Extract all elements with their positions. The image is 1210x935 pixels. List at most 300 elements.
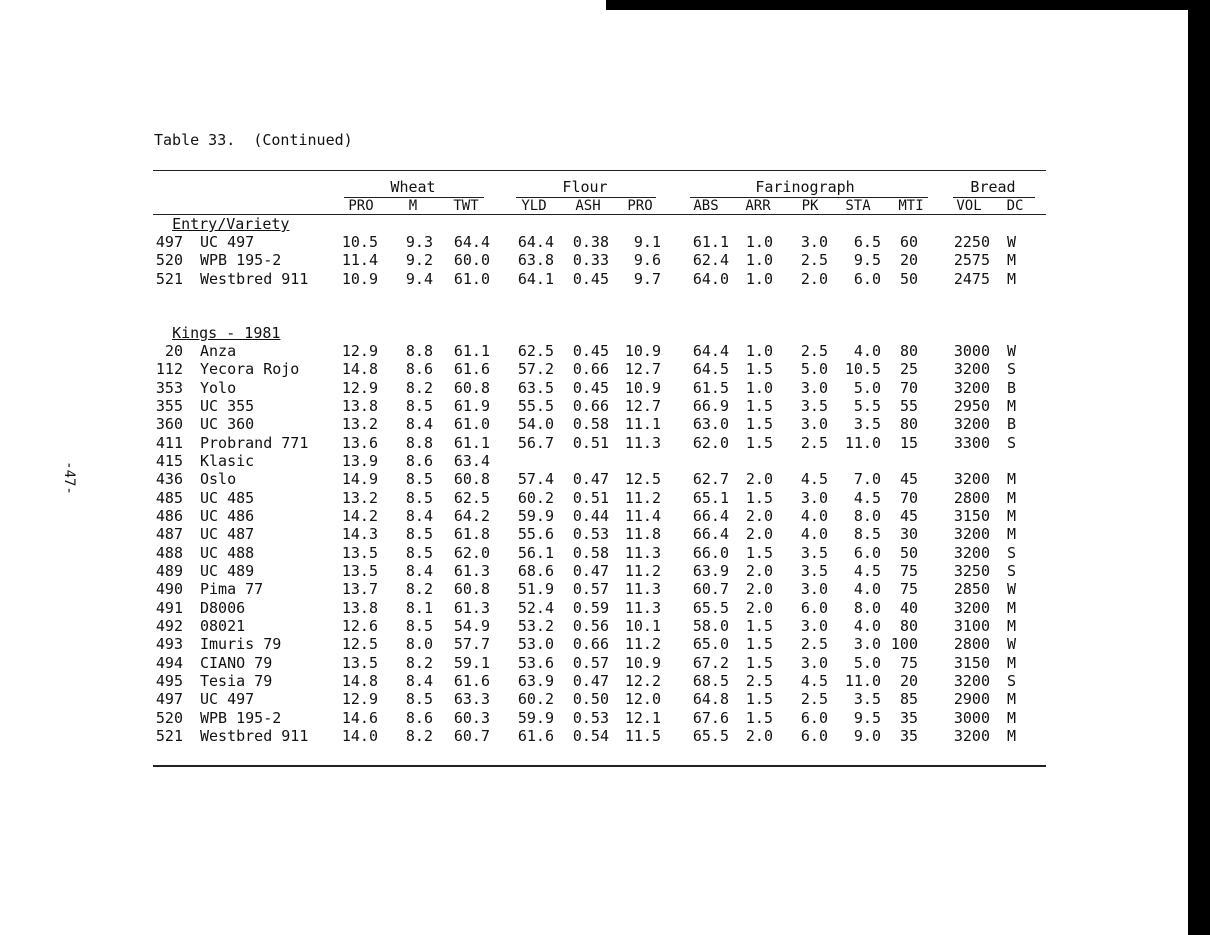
cell-farinograph-mti: 50 bbox=[899, 269, 918, 288]
cell-bread-vol: 2475 bbox=[953, 269, 990, 288]
cell-farinograph-abs: 62.0 bbox=[692, 433, 729, 452]
cell-flour-ash: 0.51 bbox=[572, 488, 609, 507]
cell-farinograph-mti: 25 bbox=[899, 360, 918, 379]
cell-farinograph-abs: 65.5 bbox=[692, 726, 729, 745]
cell-farinograph-arr: 2.0 bbox=[745, 726, 773, 745]
cell-wheat-twt: 63.3 bbox=[453, 690, 490, 709]
cell-farinograph-abs: 65.0 bbox=[692, 635, 729, 654]
cell-farinograph-abs: 66.4 bbox=[692, 506, 729, 525]
cell-bread-vol: 3150 bbox=[953, 506, 990, 525]
cell-wheat-m: 8.1 bbox=[405, 598, 433, 617]
cell-variety: 08021 bbox=[200, 616, 246, 635]
cell-farinograph-abs: 62.4 bbox=[692, 251, 729, 270]
cell-flour-pro: 10.9 bbox=[624, 653, 661, 672]
section-label-kings-1981: Kings - 1981 bbox=[172, 324, 281, 342]
cell-flour-pro: 12.2 bbox=[624, 671, 661, 690]
cell-farinograph-mti: 15 bbox=[899, 433, 918, 452]
cell-wheat-twt: 61.0 bbox=[453, 269, 490, 288]
cell-wheat-pro: 13.5 bbox=[341, 653, 378, 672]
cell-wheat-pro: 10.9 bbox=[341, 269, 378, 288]
cell-flour-ash: 0.66 bbox=[572, 635, 609, 654]
cell-farinograph-mti: 80 bbox=[899, 342, 918, 360]
cell-bread-dc: M bbox=[1006, 708, 1016, 727]
cell-farinograph-abs: 62.7 bbox=[692, 470, 729, 489]
cell-flour-ash: 0.57 bbox=[572, 580, 609, 599]
cell-bread-vol: 3300 bbox=[953, 433, 990, 452]
cell-wheat-m: 8.2 bbox=[405, 726, 433, 745]
cell-variety: WPB 195-2 bbox=[200, 251, 282, 270]
cell-wheat-twt: 57.7 bbox=[453, 635, 490, 654]
cell-flour-ash: 0.58 bbox=[572, 543, 609, 562]
cell-variety: D8006 bbox=[200, 598, 246, 617]
cell-variety: UC 355 bbox=[200, 396, 255, 415]
cell-bread-vol: 2250 bbox=[953, 233, 990, 251]
cell-farinograph-mti: 20 bbox=[899, 251, 918, 270]
cell-variety: UC 487 bbox=[200, 525, 255, 544]
cell-farinograph-abs: 67.2 bbox=[692, 653, 729, 672]
cell-farinograph-mti: 55 bbox=[899, 396, 918, 415]
cell-farinograph-abs: 64.4 bbox=[692, 342, 729, 360]
cell-bread-dc: S bbox=[1006, 543, 1016, 562]
cell-farinograph-arr: 2.0 bbox=[745, 580, 773, 599]
cell-farinograph-sta: 7.0 bbox=[853, 470, 881, 489]
column-header-farinograph-arr: ARR bbox=[745, 198, 771, 214]
cell-flour-pro: 11.5 bbox=[624, 726, 661, 745]
cell-flour-yld: 60.2 bbox=[517, 488, 554, 507]
cell-flour-pro: 10.9 bbox=[624, 342, 661, 360]
cell-wheat-pro: 12.6 bbox=[341, 616, 378, 635]
cell-wheat-pro: 13.6 bbox=[341, 433, 378, 452]
cell-farinograph-pk: 3.0 bbox=[800, 233, 828, 251]
cell-farinograph-arr: 1.5 bbox=[745, 543, 773, 562]
cell-entry: 489 bbox=[155, 561, 183, 580]
cell-entry: 494 bbox=[155, 653, 183, 672]
cell-farinograph-pk: 3.5 bbox=[800, 543, 828, 562]
cell-farinograph-mti: 35 bbox=[899, 708, 918, 727]
cell-farinograph-pk: 4.0 bbox=[800, 506, 828, 525]
cell-farinograph-mti: 70 bbox=[899, 378, 918, 397]
cell-farinograph-abs: 61.1 bbox=[692, 233, 729, 251]
cell-bread-vol: 2900 bbox=[953, 690, 990, 709]
column-header-farinograph-sta: STA bbox=[845, 198, 871, 214]
cell-farinograph-pk: 4.5 bbox=[800, 671, 828, 690]
cell-farinograph-sta: 3.5 bbox=[853, 415, 881, 434]
cell-wheat-pro: 11.4 bbox=[341, 251, 378, 270]
cell-wheat-twt: 64.4 bbox=[453, 233, 490, 251]
cell-bread-dc: B bbox=[1006, 378, 1016, 397]
cell-farinograph-abs: 65.5 bbox=[692, 598, 729, 617]
cell-wheat-pro: 12.9 bbox=[341, 342, 378, 360]
cell-farinograph-pk: 2.5 bbox=[800, 342, 828, 360]
group-header-bread: Bread bbox=[970, 178, 1016, 196]
cell-bread-dc: W bbox=[1006, 342, 1016, 360]
cell-bread-vol: 3200 bbox=[953, 598, 990, 617]
cell-wheat-twt: 61.0 bbox=[453, 415, 490, 434]
cell-entry: 520 bbox=[155, 708, 183, 727]
cell-wheat-m: 8.5 bbox=[405, 690, 433, 709]
cell-farinograph-mti: 70 bbox=[899, 488, 918, 507]
cell-bread-dc: W bbox=[1006, 580, 1016, 599]
cell-farinograph-abs: 64.8 bbox=[692, 690, 729, 709]
cell-flour-pro: 11.2 bbox=[624, 561, 661, 580]
cell-flour-ash: 0.50 bbox=[572, 690, 609, 709]
cell-bread-dc: W bbox=[1006, 233, 1016, 251]
cell-farinograph-pk: 4.0 bbox=[800, 525, 828, 544]
cell-entry: 488 bbox=[155, 543, 183, 562]
cell-bread-dc: M bbox=[1006, 470, 1016, 489]
cell-farinograph-pk: 6.0 bbox=[800, 598, 828, 617]
cell-flour-pro: 12.7 bbox=[624, 360, 661, 379]
cell-flour-yld: 63.5 bbox=[517, 378, 554, 397]
cell-variety: UC 485 bbox=[200, 488, 255, 507]
cell-variety: Probrand 771 bbox=[200, 433, 309, 452]
cell-bread-dc: M bbox=[1006, 598, 1016, 617]
cell-entry: 497 bbox=[155, 690, 183, 709]
cell-variety: Tesia 79 bbox=[200, 671, 273, 690]
cell-wheat-pro: 13.5 bbox=[341, 543, 378, 562]
cell-bread-dc: W bbox=[1006, 635, 1016, 654]
cell-entry: 491 bbox=[155, 598, 183, 617]
cell-farinograph-arr: 1.5 bbox=[745, 690, 773, 709]
cell-entry: 485 bbox=[155, 488, 183, 507]
cell-entry: 490 bbox=[155, 580, 183, 599]
cell-bread-dc: M bbox=[1006, 396, 1016, 415]
cell-wheat-pro: 13.8 bbox=[341, 396, 378, 415]
cell-entry: 360 bbox=[155, 415, 183, 434]
cell-bread-dc: S bbox=[1006, 561, 1016, 580]
cell-bread-vol: 2950 bbox=[953, 396, 990, 415]
cell-flour-ash: 0.54 bbox=[572, 726, 609, 745]
cell-farinograph-pk: 6.0 bbox=[800, 708, 828, 727]
cell-farinograph-mti: 85 bbox=[899, 690, 918, 709]
cell-flour-yld: 57.2 bbox=[517, 360, 554, 379]
cell-variety: CIANO 79 bbox=[200, 653, 273, 672]
cell-bread-vol: 3200 bbox=[953, 378, 990, 397]
cell-variety: Anza bbox=[200, 342, 237, 360]
cell-variety: Westbred 911 bbox=[200, 726, 309, 745]
cell-wheat-m: 8.5 bbox=[405, 470, 433, 489]
column-header-flour-yld: YLD bbox=[521, 198, 547, 214]
cell-variety: UC 497 bbox=[200, 690, 255, 709]
cell-wheat-m: 8.6 bbox=[405, 451, 433, 470]
cell-farinograph-abs: 60.7 bbox=[692, 580, 729, 599]
cell-farinograph-pk: 2.5 bbox=[800, 635, 828, 654]
cell-farinograph-pk: 3.0 bbox=[800, 378, 828, 397]
column-header-bread-dc: DC bbox=[1006, 198, 1024, 214]
cell-wheat-m: 8.5 bbox=[405, 488, 433, 507]
header-rule bbox=[153, 214, 1046, 215]
cell-entry: 497 bbox=[155, 233, 183, 251]
cell-flour-yld: 64.1 bbox=[517, 269, 554, 288]
cell-flour-yld: 63.8 bbox=[517, 251, 554, 270]
cell-farinograph-sta: 9.5 bbox=[853, 251, 881, 270]
cell-farinograph-arr: 1.5 bbox=[745, 433, 773, 452]
cell-wheat-m: 8.5 bbox=[405, 396, 433, 415]
cell-flour-yld: 57.4 bbox=[517, 470, 554, 489]
cell-flour-pro: 11.3 bbox=[624, 580, 661, 599]
cell-bread-dc: M bbox=[1006, 488, 1016, 507]
cell-wheat-m: 8.4 bbox=[405, 561, 433, 580]
cell-wheat-twt: 60.0 bbox=[453, 251, 490, 270]
cell-entry: 521 bbox=[155, 726, 183, 745]
cell-variety: UC 488 bbox=[200, 543, 255, 562]
cell-farinograph-pk: 3.0 bbox=[800, 488, 828, 507]
cell-variety: UC 497 bbox=[200, 233, 255, 251]
cell-farinograph-sta: 6.0 bbox=[853, 543, 881, 562]
cell-wheat-twt: 60.8 bbox=[453, 378, 490, 397]
cell-entry: 493 bbox=[155, 635, 183, 654]
cell-entry: 487 bbox=[155, 525, 183, 544]
cell-flour-ash: 0.58 bbox=[572, 415, 609, 434]
column-header-flour-pro: PRO bbox=[627, 198, 653, 214]
cell-farinograph-pk: 6.0 bbox=[800, 726, 828, 745]
cell-entry: 353 bbox=[155, 378, 183, 397]
cell-flour-yld: 59.9 bbox=[517, 506, 554, 525]
cell-bread-dc: S bbox=[1006, 433, 1016, 452]
cell-entry: 112 bbox=[155, 360, 183, 379]
cell-farinograph-mti: 75 bbox=[899, 580, 918, 599]
column-header-flour-ash: ASH bbox=[575, 198, 601, 214]
cell-flour-ash: 0.38 bbox=[572, 233, 609, 251]
cell-flour-yld: 56.7 bbox=[517, 433, 554, 452]
cell-wheat-twt: 61.8 bbox=[453, 525, 490, 544]
cell-flour-pro: 11.3 bbox=[624, 433, 661, 452]
table-bottom-rule bbox=[153, 765, 1046, 767]
cell-wheat-m: 8.8 bbox=[405, 433, 433, 452]
cell-flour-pro: 12.1 bbox=[624, 708, 661, 727]
cell-farinograph-arr: 1.0 bbox=[745, 251, 773, 270]
cell-flour-ash: 0.57 bbox=[572, 653, 609, 672]
cell-flour-yld: 68.6 bbox=[517, 561, 554, 580]
group-header-wheat: Wheat bbox=[390, 178, 436, 196]
group-header-flour: Flour bbox=[562, 178, 608, 196]
cell-wheat-twt: 60.3 bbox=[453, 708, 490, 727]
cell-wheat-m: 8.5 bbox=[405, 543, 433, 562]
cell-wheat-twt: 61.1 bbox=[453, 342, 490, 360]
cell-farinograph-pk: 4.5 bbox=[800, 470, 828, 489]
cell-farinograph-abs: 64.5 bbox=[692, 360, 729, 379]
cell-flour-yld: 60.2 bbox=[517, 690, 554, 709]
cell-wheat-twt: 61.1 bbox=[453, 433, 490, 452]
cell-flour-yld: 53.6 bbox=[517, 653, 554, 672]
cell-entry: 20 bbox=[164, 342, 183, 360]
cell-wheat-pro: 14.8 bbox=[341, 671, 378, 690]
cell-flour-pro: 11.3 bbox=[624, 543, 661, 562]
column-header-wheat-m: M bbox=[408, 198, 418, 214]
cell-variety: UC 489 bbox=[200, 561, 255, 580]
cell-wheat-m: 8.2 bbox=[405, 580, 433, 599]
cell-flour-pro: 11.1 bbox=[624, 415, 661, 434]
cell-flour-pro: 10.1 bbox=[624, 616, 661, 635]
cell-flour-pro: 11.8 bbox=[624, 525, 661, 544]
cell-bread-dc: M bbox=[1006, 269, 1016, 288]
cell-flour-pro: 12.0 bbox=[624, 690, 661, 709]
cell-bread-vol: 3200 bbox=[953, 543, 990, 562]
cell-bread-vol: 3200 bbox=[953, 415, 990, 434]
cell-farinograph-mti: 45 bbox=[899, 506, 918, 525]
column-header-farinograph-pk: PK bbox=[801, 198, 819, 214]
cell-farinograph-arr: 2.5 bbox=[745, 671, 773, 690]
cell-farinograph-sta: 5.0 bbox=[853, 653, 881, 672]
cell-flour-ash: 0.53 bbox=[572, 708, 609, 727]
cell-farinograph-mti: 50 bbox=[899, 543, 918, 562]
cell-flour-pro: 11.4 bbox=[624, 506, 661, 525]
cell-farinograph-sta: 5.5 bbox=[853, 396, 881, 415]
cell-bread-vol: 2800 bbox=[953, 488, 990, 507]
cell-farinograph-arr: 1.0 bbox=[745, 378, 773, 397]
cell-variety: Yolo bbox=[200, 378, 237, 397]
table-title: Table 33. (Continued) bbox=[154, 131, 353, 149]
cell-variety: Pima 77 bbox=[200, 580, 264, 599]
cell-wheat-m: 9.2 bbox=[405, 251, 433, 270]
cell-wheat-m: 8.6 bbox=[405, 708, 433, 727]
cell-wheat-pro: 13.9 bbox=[341, 451, 378, 470]
cell-flour-yld: 62.5 bbox=[517, 342, 554, 360]
cell-flour-pro: 12.7 bbox=[624, 396, 661, 415]
cell-wheat-pro: 12.9 bbox=[341, 378, 378, 397]
cell-wheat-pro: 12.9 bbox=[341, 690, 378, 709]
column-header-bread-vol: VOL bbox=[956, 198, 982, 214]
cell-farinograph-mti: 75 bbox=[899, 561, 918, 580]
cell-farinograph-arr: 1.5 bbox=[745, 616, 773, 635]
cell-wheat-twt: 60.8 bbox=[453, 470, 490, 489]
cell-variety: UC 486 bbox=[200, 506, 255, 525]
cell-bread-dc: M bbox=[1006, 251, 1016, 270]
cell-flour-yld: 64.4 bbox=[517, 233, 554, 251]
cell-bread-vol: 3000 bbox=[953, 708, 990, 727]
cell-bread-dc: M bbox=[1006, 525, 1016, 544]
cell-farinograph-sta: 8.0 bbox=[853, 598, 881, 617]
cell-flour-yld: 53.0 bbox=[517, 635, 554, 654]
cell-bread-vol: 3250 bbox=[953, 561, 990, 580]
cell-wheat-m: 8.5 bbox=[405, 616, 433, 635]
cell-farinograph-sta: 6.0 bbox=[853, 269, 881, 288]
cell-farinograph-arr: 2.0 bbox=[745, 561, 773, 580]
column-header-wheat-pro: PRO bbox=[348, 198, 374, 214]
column-header-farinograph-mti: MTI bbox=[898, 198, 924, 214]
cell-farinograph-pk: 3.0 bbox=[800, 580, 828, 599]
cell-farinograph-arr: 1.5 bbox=[745, 488, 773, 507]
cell-farinograph-pk: 3.0 bbox=[800, 653, 828, 672]
cell-farinograph-mti: 100 bbox=[890, 635, 918, 654]
cell-flour-pro: 9.7 bbox=[633, 269, 661, 288]
cell-farinograph-abs: 65.1 bbox=[692, 488, 729, 507]
cell-wheat-twt: 64.2 bbox=[453, 506, 490, 525]
cell-farinograph-sta: 9.5 bbox=[853, 708, 881, 727]
cell-wheat-m: 8.4 bbox=[405, 506, 433, 525]
page-number: -47- bbox=[60, 461, 77, 495]
cell-farinograph-sta: 5.0 bbox=[853, 378, 881, 397]
cell-farinograph-mti: 45 bbox=[899, 470, 918, 489]
scan-edge-right bbox=[1188, 0, 1210, 935]
column-header-entry-variety: Entry/Variety bbox=[172, 215, 290, 233]
column-header-wheat-twt: TWT bbox=[453, 198, 479, 214]
cell-farinograph-arr: 1.5 bbox=[745, 653, 773, 672]
cell-flour-ash: 0.47 bbox=[572, 561, 609, 580]
cell-farinograph-sta: 4.0 bbox=[853, 342, 881, 360]
cell-bread-dc: S bbox=[1006, 360, 1016, 379]
cell-flour-ash: 0.44 bbox=[572, 506, 609, 525]
cell-bread-dc: B bbox=[1006, 415, 1016, 434]
cell-wheat-twt: 62.0 bbox=[453, 543, 490, 562]
cell-variety: Westbred 911 bbox=[200, 269, 309, 288]
cell-bread-dc: M bbox=[1006, 506, 1016, 525]
cell-bread-dc: M bbox=[1006, 726, 1016, 745]
cell-farinograph-pk: 2.5 bbox=[800, 433, 828, 452]
cell-flour-pro: 11.2 bbox=[624, 488, 661, 507]
cell-farinograph-abs: 61.5 bbox=[692, 378, 729, 397]
cell-wheat-twt: 60.8 bbox=[453, 580, 490, 599]
cell-bread-vol: 3200 bbox=[953, 671, 990, 690]
cell-farinograph-sta: 4.5 bbox=[853, 561, 881, 580]
cell-flour-ash: 0.53 bbox=[572, 525, 609, 544]
cell-farinograph-abs: 66.9 bbox=[692, 396, 729, 415]
cell-farinograph-sta: 3.5 bbox=[853, 690, 881, 709]
cell-wheat-m: 8.4 bbox=[405, 415, 433, 434]
cell-entry: 495 bbox=[155, 671, 183, 690]
cell-farinograph-sta: 4.0 bbox=[853, 616, 881, 635]
cell-flour-yld: 55.6 bbox=[517, 525, 554, 544]
cell-farinograph-arr: 1.5 bbox=[745, 396, 773, 415]
cell-farinograph-pk: 3.0 bbox=[800, 415, 828, 434]
cell-flour-pro: 10.9 bbox=[624, 378, 661, 397]
cell-farinograph-abs: 67.6 bbox=[692, 708, 729, 727]
cell-farinograph-arr: 1.5 bbox=[745, 360, 773, 379]
cell-farinograph-abs: 68.5 bbox=[692, 671, 729, 690]
cell-flour-pro: 9.1 bbox=[633, 233, 661, 251]
cell-farinograph-pk: 3.5 bbox=[800, 561, 828, 580]
cell-farinograph-abs: 63.9 bbox=[692, 561, 729, 580]
cell-flour-pro: 11.2 bbox=[624, 635, 661, 654]
cell-flour-ash: 0.45 bbox=[572, 378, 609, 397]
cell-bread-dc: M bbox=[1006, 653, 1016, 672]
cell-farinograph-arr: 2.0 bbox=[745, 525, 773, 544]
cell-wheat-twt: 61.6 bbox=[453, 671, 490, 690]
cell-farinograph-sta: 6.5 bbox=[853, 233, 881, 251]
cell-farinograph-pk: 5.0 bbox=[800, 360, 828, 379]
cell-farinograph-mti: 80 bbox=[899, 616, 918, 635]
cell-variety: Yecora Rojo bbox=[200, 360, 300, 379]
table-top-rule bbox=[153, 170, 1046, 171]
cell-farinograph-sta: 4.0 bbox=[853, 580, 881, 599]
cell-farinograph-arr: 1.0 bbox=[745, 233, 773, 251]
cell-flour-yld: 52.4 bbox=[517, 598, 554, 617]
cell-flour-yld: 61.6 bbox=[517, 726, 554, 745]
cell-bread-dc: M bbox=[1006, 616, 1016, 635]
cell-bread-vol: 3200 bbox=[953, 726, 990, 745]
cell-flour-ash: 0.45 bbox=[572, 342, 609, 360]
cell-farinograph-mti: 35 bbox=[899, 726, 918, 745]
cell-farinograph-pk: 3.0 bbox=[800, 616, 828, 635]
cell-farinograph-arr: 2.0 bbox=[745, 470, 773, 489]
cell-flour-pro: 12.5 bbox=[624, 470, 661, 489]
cell-wheat-twt: 61.3 bbox=[453, 598, 490, 617]
cell-flour-yld: 56.1 bbox=[517, 543, 554, 562]
cell-flour-ash: 0.66 bbox=[572, 360, 609, 379]
cell-wheat-pro: 13.2 bbox=[341, 415, 378, 434]
cell-flour-ash: 0.33 bbox=[572, 251, 609, 270]
cell-farinograph-sta: 10.5 bbox=[844, 360, 881, 379]
cell-farinograph-arr: 1.0 bbox=[745, 269, 773, 288]
cell-wheat-twt: 62.5 bbox=[453, 488, 490, 507]
cell-farinograph-sta: 4.5 bbox=[853, 488, 881, 507]
cell-wheat-twt: 61.9 bbox=[453, 396, 490, 415]
cell-wheat-pro: 14.3 bbox=[341, 525, 378, 544]
cell-entry: 521 bbox=[155, 269, 183, 288]
cell-wheat-m: 8.6 bbox=[405, 360, 433, 379]
cell-wheat-pro: 10.5 bbox=[341, 233, 378, 251]
cell-farinograph-mti: 20 bbox=[899, 671, 918, 690]
